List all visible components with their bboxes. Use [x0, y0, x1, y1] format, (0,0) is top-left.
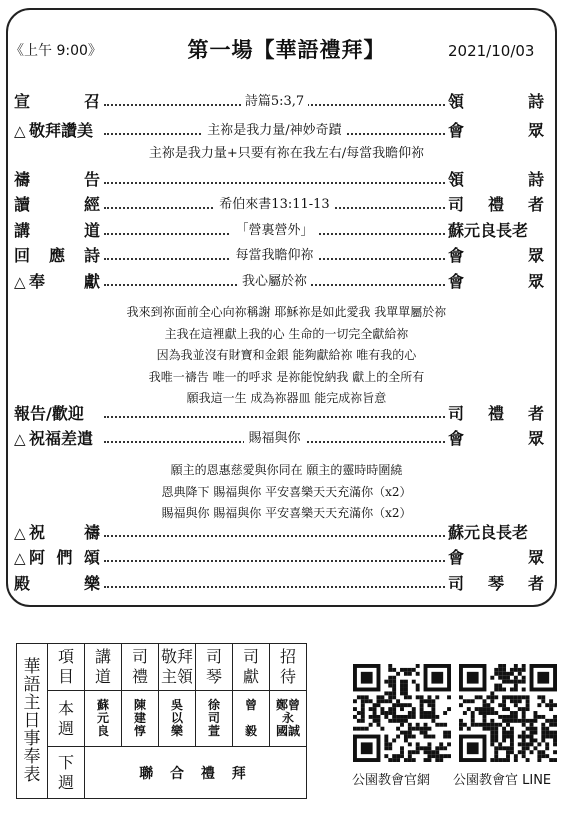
- item-label: 回 應 詩: [14, 246, 100, 265]
- item-label: 宣 召: [14, 92, 100, 111]
- offering-lyric-line: 我來到祢面前全心向祢稱謝 耶穌祢是如此愛我 我單單屬於祢: [126, 305, 447, 319]
- offering-lyric-line: 我唯一禱告 唯一的呼求 是祢能悅納我 獻上的全所有: [148, 369, 425, 384]
- item-leader: 蘇元良長老: [448, 221, 529, 240]
- order-row-benediction-prayer: [0, 521, 573, 545]
- serving-schedule-table: [16, 643, 307, 799]
- offering-lyric-line: 願我這一生 成為祢器皿 能完成祢旨意: [186, 391, 387, 405]
- order-row-postlude: [0, 572, 573, 596]
- dotted-leader: [104, 535, 445, 537]
- item-label: 殿 樂: [14, 574, 100, 593]
- header-sermon: 講 道: [85, 644, 122, 691]
- offering-lyric-line: 因為我並沒有財寶和金銀 能夠獻給祢 唯有我的心: [156, 348, 417, 362]
- triangle-stand-icon: △: [14, 524, 26, 542]
- item-label: 講 道: [14, 221, 100, 240]
- header-usher: 招 待: [270, 644, 307, 691]
- item-label: 祝福差遣: [29, 429, 94, 448]
- header-liturgist: 司 禮: [122, 644, 159, 691]
- header-item: 項 目: [48, 644, 85, 691]
- order-row-scripture-reading: [0, 193, 573, 217]
- blessing-lyric-line: 賜福與你 賜福與你 平安喜樂天天充滿你（x2）: [161, 506, 412, 520]
- order-row-prayer: [0, 168, 573, 192]
- header-pianist: 司 琴: [196, 644, 233, 691]
- website-qr-code[interactable]: [353, 664, 451, 762]
- website-qr-caption: 公園教會官網: [352, 773, 431, 788]
- this-week-usher: 鄭曾 永 國誠: [270, 691, 307, 747]
- dotted-leader: [104, 560, 445, 562]
- line-qr-code[interactable]: [459, 664, 557, 762]
- header-offering: 司 獻: [233, 644, 270, 691]
- item-leader: 會 眾: [448, 548, 544, 567]
- item-label: 祝 禱: [29, 523, 100, 542]
- order-row-offering: [0, 270, 573, 294]
- order-row-response-hymn: [0, 244, 573, 268]
- this-week-sermon: 蘇 元 良: [85, 691, 122, 747]
- triangle-stand-icon: △: [14, 273, 26, 291]
- schedule-title-char: 奉: [23, 747, 41, 767]
- item-label: 奉 獻: [29, 272, 100, 291]
- item-detail: 詩篇5:3,7: [104, 90, 445, 114]
- item-leader: 蘇元良長老: [448, 523, 529, 542]
- schedule-title-char: 日: [23, 711, 41, 731]
- item-label: 報告/歡迎: [14, 404, 84, 423]
- item-leader: 司 琴 者: [448, 574, 544, 593]
- schedule-title-char: 主: [23, 693, 41, 713]
- item-detail: 我心屬於祢: [104, 270, 445, 294]
- item-leader: 領 詩: [448, 92, 544, 111]
- item-leader: 會 眾: [448, 429, 544, 448]
- item-leader: 會 眾: [448, 272, 544, 291]
- offering-lyric-line: 主我在這裡獻上我的心 生命的一切完全獻給祢: [164, 326, 409, 341]
- triangle-stand-icon: △: [14, 549, 26, 567]
- item-leader: 司 禮 者: [448, 404, 544, 423]
- order-row-call-to-worship: [0, 90, 573, 114]
- schedule-title-char: 表: [23, 765, 41, 785]
- triangle-stand-icon: △: [14, 430, 26, 448]
- schedule-title-char: 語: [23, 675, 41, 695]
- blessing-lyric-line: 願主的恩惠慈愛與你同在 願主的靈時時圍繞: [170, 463, 403, 477]
- item-leader: 會 眾: [448, 246, 544, 265]
- schedule-title-char: 事: [23, 729, 41, 749]
- order-row-amen-hymn: [0, 546, 573, 570]
- item-leader: 司 禮 者: [448, 195, 544, 214]
- item-label: 禱 告: [14, 170, 100, 189]
- item-leader: 會 眾: [448, 121, 544, 140]
- worship-lyric-line: 主祢是我力量+只要有祢在我左右/每當我瞻仰祢: [148, 146, 425, 161]
- this-week-liturgist: 陳 建 惇: [122, 691, 159, 747]
- next-week-label: 下 週: [48, 747, 85, 799]
- next-week-joint-service: 聯 合 禮 拜: [85, 747, 307, 799]
- schedule-title: [17, 644, 48, 799]
- blessing-lyric-line: 恩典降下 賜福與你 平安喜樂天天充滿你（x2）: [161, 484, 412, 499]
- this-week-label: 本 週: [48, 691, 85, 747]
- item-detail: 希伯來書13:11-13: [104, 193, 445, 217]
- service-date: 2021/10/03: [448, 42, 535, 60]
- dotted-leader: [104, 416, 445, 418]
- this-week-worship-leader: 吳 以 樂: [159, 691, 196, 747]
- order-row-praise-worship: [0, 119, 573, 143]
- item-label: 讀 經: [14, 195, 100, 214]
- service-time: 《上午 9:00》: [10, 43, 102, 59]
- item-detail: 主祢是我力量/神妙奇蹟: [104, 119, 445, 143]
- this-week-offering: 曾 毅: [233, 691, 270, 747]
- order-row-sermon: [0, 219, 573, 243]
- item-label: 阿 們 頌: [29, 548, 100, 567]
- item-detail: 賜福與你: [104, 427, 445, 451]
- item-label: 敬拜讚美: [29, 121, 94, 140]
- item-leader: 領 詩: [448, 170, 544, 189]
- line-qr-caption: 公園教會官 LINE: [453, 773, 552, 788]
- dotted-leader: [104, 586, 445, 588]
- item-detail: 「營裏營外」: [104, 219, 445, 243]
- dotted-leader: [104, 182, 445, 184]
- this-week-pianist: 徐 司 萱: [196, 691, 233, 747]
- header-worship-leader: 敬拜 主領: [159, 644, 196, 691]
- item-detail: 每當我瞻仰祢: [104, 244, 445, 268]
- order-row-benediction-sending: [0, 427, 573, 451]
- triangle-stand-icon: △: [14, 122, 26, 140]
- page-title: 第一場【華語禮拜】: [187, 38, 386, 62]
- schedule-title-char: 華: [23, 657, 41, 677]
